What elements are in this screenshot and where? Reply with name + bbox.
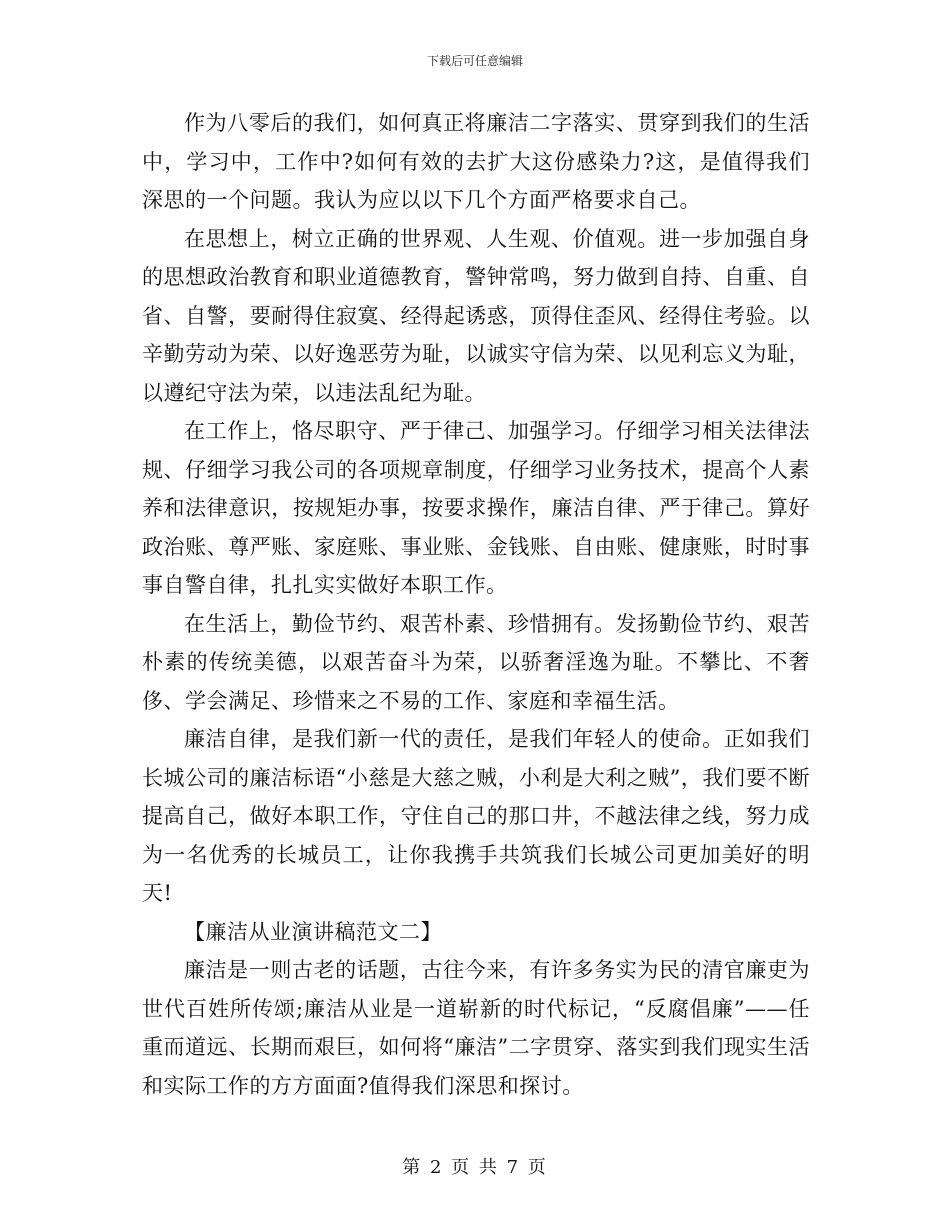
paragraph-4: 在生活上，勤俭节约、艰苦朴素、珍惜拥有。发扬勤俭节约、艰苦朴素的传统美德，以艰苦奋斗为荣，以骄奢淫逸为耻。不攀比、不奢侈、学会满足、珍惜来之不易的工作、家庭和幸福生活。	[142, 611, 810, 713]
section-heading: 【廉洁从业演讲稿范文二】	[184, 919, 442, 944]
paragraph-5: 廉洁自律，是我们新一代的责任，是我们年轻人的使命。正如我们长城公司的廉洁标语“小慈是大慈之贼，小利是大利之贼”，我们要不断提高自己，做好本职工作，守住自己的那口井，不越法律之线，努力成为一名优秀的长城员工，让你我携手共筑我们长城公司更加美好的明天!	[142, 727, 810, 905]
paragraph-1: 作为八零后的我们，如何真正将廉洁二字落实、贯穿到我们的生活中，学习中，工作中?如何有效的去扩大这份感染力?这，是值得我们深思的一个问题。我认为应以以下几个方面严格要求自己。	[142, 111, 810, 212]
document-body	[142, 104, 810, 1105]
paragraph-2: 在思想上，树立正确的世界观、人生观、价值观。进一步加强自身的思想政治教育和职业道德教育，警钟常鸣，努力做到自持、自重、自省、自警，要耐得住寂寞、经得起诱惑，顶得住歪风、经得住考验。以辛勤劳动为荣、以好逸恶劳为耻，以诚实守信为荣、以见利忘义为耻，以遵纪守法为荣，以违法乱纪为耻。	[142, 226, 810, 405]
paragraph-6: 廉洁是一则古老的话题，古往今来，有许多务实为民的清官廉吏为世代百姓所传颂;廉洁从业是一道崭新的时代标记，“反腐倡廉”——任重而道远、长期而艰巨，如何将“廉洁”二字贯穿、落实到我们现实生活和实际工作的方方面面?值得我们深思和探讨。	[142, 958, 810, 1098]
page-footer: 第 2 页 共 7 页	[402, 1157, 548, 1178]
paragraph-3: 在工作上，恪尽职守、严于律己、加强学习。仔细学习相关法律法规、仔细学习我公司的各项规章制度，仔细学习业务技术，提高个人素养和法律意识，按规矩办事，按要求操作，廉洁自律、严于律己。算好政治账、尊严账、家庭账、事业账、金钱账、自由账、健康账，时时事事自警自律，扎扎实实做好本职工作。	[142, 419, 810, 597]
page-header: 下载后可任意编辑	[426, 54, 523, 68]
